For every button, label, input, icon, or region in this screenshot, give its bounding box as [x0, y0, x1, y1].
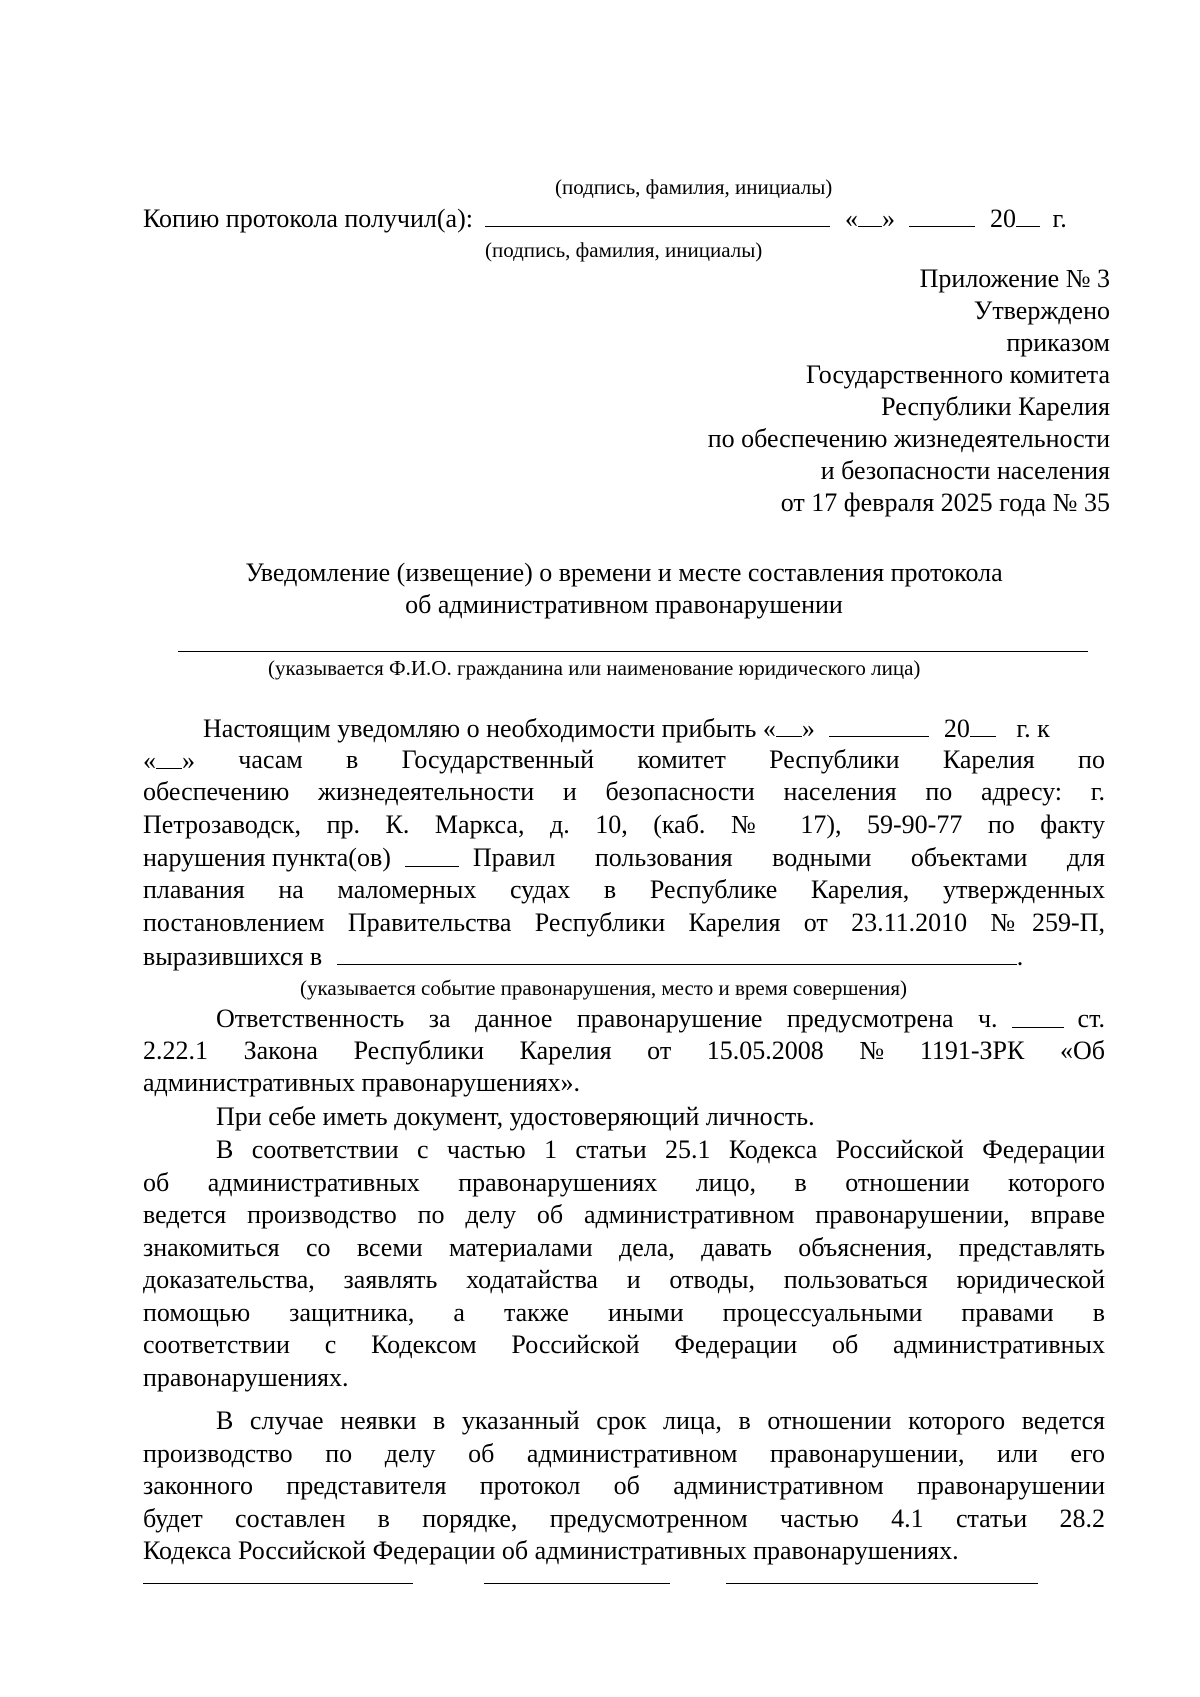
para1-body: обеспечению жизнедеятельности и безопасности населения по адресу: г. Петрозаводск, пр. К. Маркса, д. 10, (каб. № 17), 59-90-77 по факту — [143, 777, 1105, 839]
date-close-quote: » — [881, 204, 895, 233]
signature-blank[interactable] — [485, 202, 830, 227]
title-line-2: об административном правонарушении — [405, 590, 843, 619]
arrival-year-blank[interactable] — [970, 712, 996, 737]
name-caption: (указывается Ф.И.О. гражданина или наименование юридического лица) — [268, 656, 921, 680]
para1-line1: Настоящим уведомляю о необходимости прибыть « » 20 г. к — [203, 714, 1050, 743]
para5: В случае неявки в указанный срок лица, в отношении которого ведется производство по делу об административном правонарушении, или его законного представителя протокол об административном правонарушении будет составлен в порядке, предусмотренном частью 4.1 статьи 28.2 Кодекса Российской Федерации об административных правонарушениях. — [143, 1406, 1105, 1565]
para2-line3: административных правонарушениях». — [143, 1068, 580, 1097]
document-title — [143, 557, 1105, 621]
year-suffix: г. — [1052, 204, 1067, 233]
name-blank-line[interactable] — [178, 651, 1088, 652]
approval-line: Государственного комитета — [806, 360, 1110, 389]
approval-line: Приложение № 3 — [919, 264, 1110, 293]
approval-line: приказом — [1006, 328, 1110, 357]
copy-received-label: Копию протокола получил(а): — [143, 204, 473, 233]
signature-caption-top: (подпись, фамилия, инициалы) — [555, 175, 833, 199]
copy-received-line — [143, 202, 1067, 235]
para1-line2: « » часам в Государственный комитет Республики Карелия по — [143, 745, 1105, 775]
signature-caption-bottom: (подпись, фамилия, инициалы) — [485, 238, 763, 262]
event-blank[interactable] — [337, 940, 1017, 965]
approval-line: и безопасности населения — [820, 456, 1110, 485]
day-blank[interactable] — [858, 202, 882, 227]
para4: В соответствии с частью 1 статьи 25.1 Кодекса Российской Федерации об административных правонарушениях лицо, в отношении которого ведется производство по делу об административном правонарушении, вправе знакомиться со всеми материалами дела, давать объяснения, представлять доказательства, заявлять ходатайства и отводы, пользоваться юридической помощью защитника, а также иными процессуальными правами в соответствии с Кодексом Российской Федерации об административных правонарушениях. — [143, 1135, 1105, 1392]
approval-line: по обеспечению жизнедеятельности — [707, 424, 1110, 453]
para1-line8: выразившихся в . — [143, 942, 1024, 971]
para3: При себе иметь документ, удостоверяющий личность. — [216, 1102, 815, 1131]
year-prefix: 20 — [989, 204, 1016, 233]
article-part-blank[interactable] — [1012, 1003, 1064, 1028]
para2-line1: Ответственность за данное правонарушение предусмотрена ч. ст. — [216, 1004, 1105, 1033]
clause-blank[interactable] — [405, 842, 459, 867]
approval-line: Республики Карелия — [881, 392, 1110, 421]
approval-line: Утверждено — [973, 296, 1110, 325]
signature-line-position[interactable] — [143, 1583, 413, 1584]
approval-line: от 17 февраля 2025 года № 35 — [780, 488, 1110, 517]
year-blank[interactable] — [1016, 202, 1040, 227]
signature-line-signature[interactable] — [484, 1583, 670, 1584]
arrival-day-blank[interactable] — [776, 712, 802, 737]
approval-block — [708, 263, 1110, 519]
arrival-month-blank[interactable] — [829, 712, 929, 737]
title-line-1: Уведомление (извещение) о времени и месте составления протокола — [245, 558, 1003, 587]
event-caption: (указывается событие правонарушения, место и время совершения) — [300, 976, 907, 1000]
month-blank[interactable] — [909, 202, 975, 227]
date-open-quote: « — [844, 204, 858, 233]
para1-body-2: плавания на маломерных судах в Республике Карелия, утвержденных постановлением Правительства Республики Карелия от 23.11.2010 №259-П, — [143, 875, 1105, 937]
signature-line-name[interactable] — [726, 1583, 1038, 1584]
arrival-hour-blank[interactable] — [156, 744, 182, 769]
para1-line5: нарушения пункта(ов) Правил пользования водными объектами для — [143, 843, 1105, 872]
para2-line2: 2.22.1 Закона Республики Карелия от 15.05.2008 № 1191-ЗРК «Об — [143, 1036, 1105, 1065]
